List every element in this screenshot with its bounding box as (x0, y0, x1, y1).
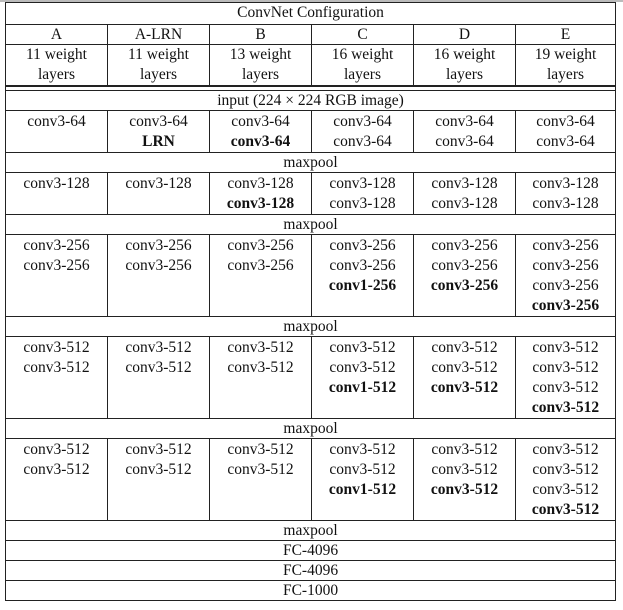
conv-block-2 (6, 173, 616, 215)
layer-name: conv3-256 (125, 257, 192, 274)
layer-cell (414, 173, 516, 215)
layer-name: conv1-512 (328, 379, 397, 396)
layer-name: conv3-256 (227, 257, 294, 274)
input-row: input (224 × 224 RGB image) (6, 91, 616, 111)
layer-name: conv3-128 (227, 175, 294, 192)
layer-name: conv3-128 (329, 195, 396, 212)
layer-name: conv3-512 (227, 461, 294, 478)
layer-name: conv3-256 (329, 237, 396, 254)
layer-name: conv3-512 (23, 441, 90, 458)
layer-cell (312, 337, 414, 419)
layer-name: conv3-256 (431, 237, 498, 254)
convnet-config-table-frame (5, 2, 615, 601)
layer-name: conv3-128 (23, 175, 90, 192)
layer-name: conv3-64 (333, 133, 392, 150)
layer-name: conv3-512 (531, 501, 600, 518)
layer-name: conv3-512 (23, 339, 90, 356)
maxpool-row: maxpool (6, 153, 616, 173)
weight-layers-row (6, 45, 616, 87)
layer-name: conv3-64 (333, 113, 392, 130)
layer-cell (516, 173, 616, 215)
layer-cell (6, 173, 108, 215)
layer-cell (210, 337, 312, 419)
layer-name: conv3-512 (532, 339, 599, 356)
layer-cell (108, 439, 210, 521)
weight-layers-cell: 16 weight layers (312, 45, 414, 87)
layer-name: conv3-512 (23, 359, 90, 376)
conv-block-3 (6, 235, 616, 317)
config-letter: C (312, 25, 414, 45)
layer-name: conv3-256 (532, 257, 599, 274)
conv-block-4 (6, 337, 616, 419)
fc-row: FC-4096 (6, 561, 616, 581)
layer-name: conv3-512 (431, 441, 498, 458)
layer-cell (312, 173, 414, 215)
layer-name: conv3-512 (329, 359, 396, 376)
layer-name: conv3-512 (227, 359, 294, 376)
config-letter: E (516, 25, 616, 45)
fc-row: FC-1000 (6, 581, 616, 601)
layer-name: conv3-128 (532, 175, 599, 192)
layer-cell (108, 337, 210, 419)
layer-name: conv3-256 (227, 237, 294, 254)
layer-name: conv3-256 (329, 257, 396, 274)
layer-name: conv3-64 (129, 113, 188, 130)
layer-name: conv3-512 (531, 399, 600, 416)
layer-name: conv1-512 (328, 481, 397, 498)
maxpool-row: maxpool (6, 419, 616, 439)
layer-name: conv3-512 (227, 339, 294, 356)
layer-name: conv3-512 (431, 339, 498, 356)
layer-cell (516, 439, 616, 521)
weight-layers-cell: 13 weight layers (210, 45, 312, 87)
layer-cell (516, 235, 616, 317)
layer-cell (210, 439, 312, 521)
layer-name: conv3-512 (430, 379, 499, 396)
layer-name: conv3-256 (531, 297, 600, 314)
layer-name: conv3-512 (125, 359, 192, 376)
layer-name: conv3-64 (536, 133, 595, 150)
layer-name: conv3-256 (532, 277, 599, 294)
layer-name: conv3-256 (431, 257, 498, 274)
layer-cell (312, 235, 414, 317)
layer-name: conv3-512 (23, 461, 90, 478)
convnet-config-table (5, 2, 616, 601)
layer-cell (108, 235, 210, 317)
layer-name: LRN (142, 133, 175, 150)
weight-layers-cell: 11 weight layers (6, 45, 108, 87)
layer-name: conv3-256 (532, 237, 599, 254)
layer-cell (516, 337, 616, 419)
layer-name: conv3-64 (230, 133, 291, 150)
layer-name: conv3-512 (532, 441, 599, 458)
layer-name: conv3-128 (431, 175, 498, 192)
layer-cell (414, 439, 516, 521)
layer-cell (6, 439, 108, 521)
layer-cell (414, 111, 516, 153)
layer-cell (108, 173, 210, 215)
layer-name: conv3-512 (532, 481, 599, 498)
layer-name: conv3-256 (23, 257, 90, 274)
layer-name: conv3-512 (125, 461, 192, 478)
layer-name: conv3-512 (532, 359, 599, 376)
layer-name: conv3-256 (125, 237, 192, 254)
config-letter: B (210, 25, 312, 45)
layer-name: conv3-512 (329, 339, 396, 356)
layer-name: conv3-256 (430, 277, 499, 294)
config-letter: A-LRN (108, 25, 210, 45)
conv-block-5 (6, 439, 616, 521)
layer-name: conv3-512 (125, 339, 192, 356)
layer-name: conv3-64 (435, 113, 494, 130)
layer-name: conv3-128 (125, 175, 192, 192)
layer-name: conv3-128 (431, 195, 498, 212)
layer-name: conv3-128 (226, 195, 295, 212)
config-letter: A (6, 25, 108, 45)
layer-cell (6, 111, 108, 153)
layer-cell (6, 337, 108, 419)
layer-name: conv3-512 (532, 461, 599, 478)
layer-cell (6, 235, 108, 317)
layer-name: conv3-512 (125, 441, 192, 458)
layer-name: conv3-512 (329, 461, 396, 478)
layer-name: conv3-64 (536, 113, 595, 130)
layer-cell (414, 235, 516, 317)
maxpool-row: maxpool (6, 317, 616, 337)
layer-cell (210, 111, 312, 153)
config-letters-row (6, 25, 616, 45)
weight-layers-cell: 16 weight layers (414, 45, 516, 87)
layer-name: conv3-128 (532, 195, 599, 212)
fc-row: FC-4096 (6, 541, 616, 561)
layer-name: conv3-64 (27, 113, 86, 130)
layer-name: conv3-256 (23, 237, 90, 254)
maxpool-row: maxpool (6, 215, 616, 235)
layer-cell (210, 173, 312, 215)
maxpool-row: maxpool (6, 521, 616, 541)
layer-name: conv3-512 (329, 441, 396, 458)
layer-name: conv3-64 (231, 113, 290, 130)
layer-name: conv3-64 (435, 133, 494, 150)
weight-layers-cell: 11 weight layers (108, 45, 210, 87)
layer-cell (312, 439, 414, 521)
layer-name: conv3-512 (532, 379, 599, 396)
config-letter: D (414, 25, 516, 45)
layer-cell (414, 337, 516, 419)
conv-block-1 (6, 111, 616, 153)
layer-name: conv3-512 (430, 481, 499, 498)
table-title: ConvNet Configuration (6, 3, 616, 25)
weight-layers-cell: 19 weight layers (516, 45, 616, 87)
layer-name: conv3-512 (431, 359, 498, 376)
layer-name: conv1-256 (328, 277, 397, 294)
layer-name: conv3-128 (329, 175, 396, 192)
layer-name: conv3-512 (431, 461, 498, 478)
layer-cell (516, 111, 616, 153)
layer-name: conv3-512 (227, 441, 294, 458)
layer-cell (210, 235, 312, 317)
layer-cell (312, 111, 414, 153)
layer-cell (108, 111, 210, 153)
